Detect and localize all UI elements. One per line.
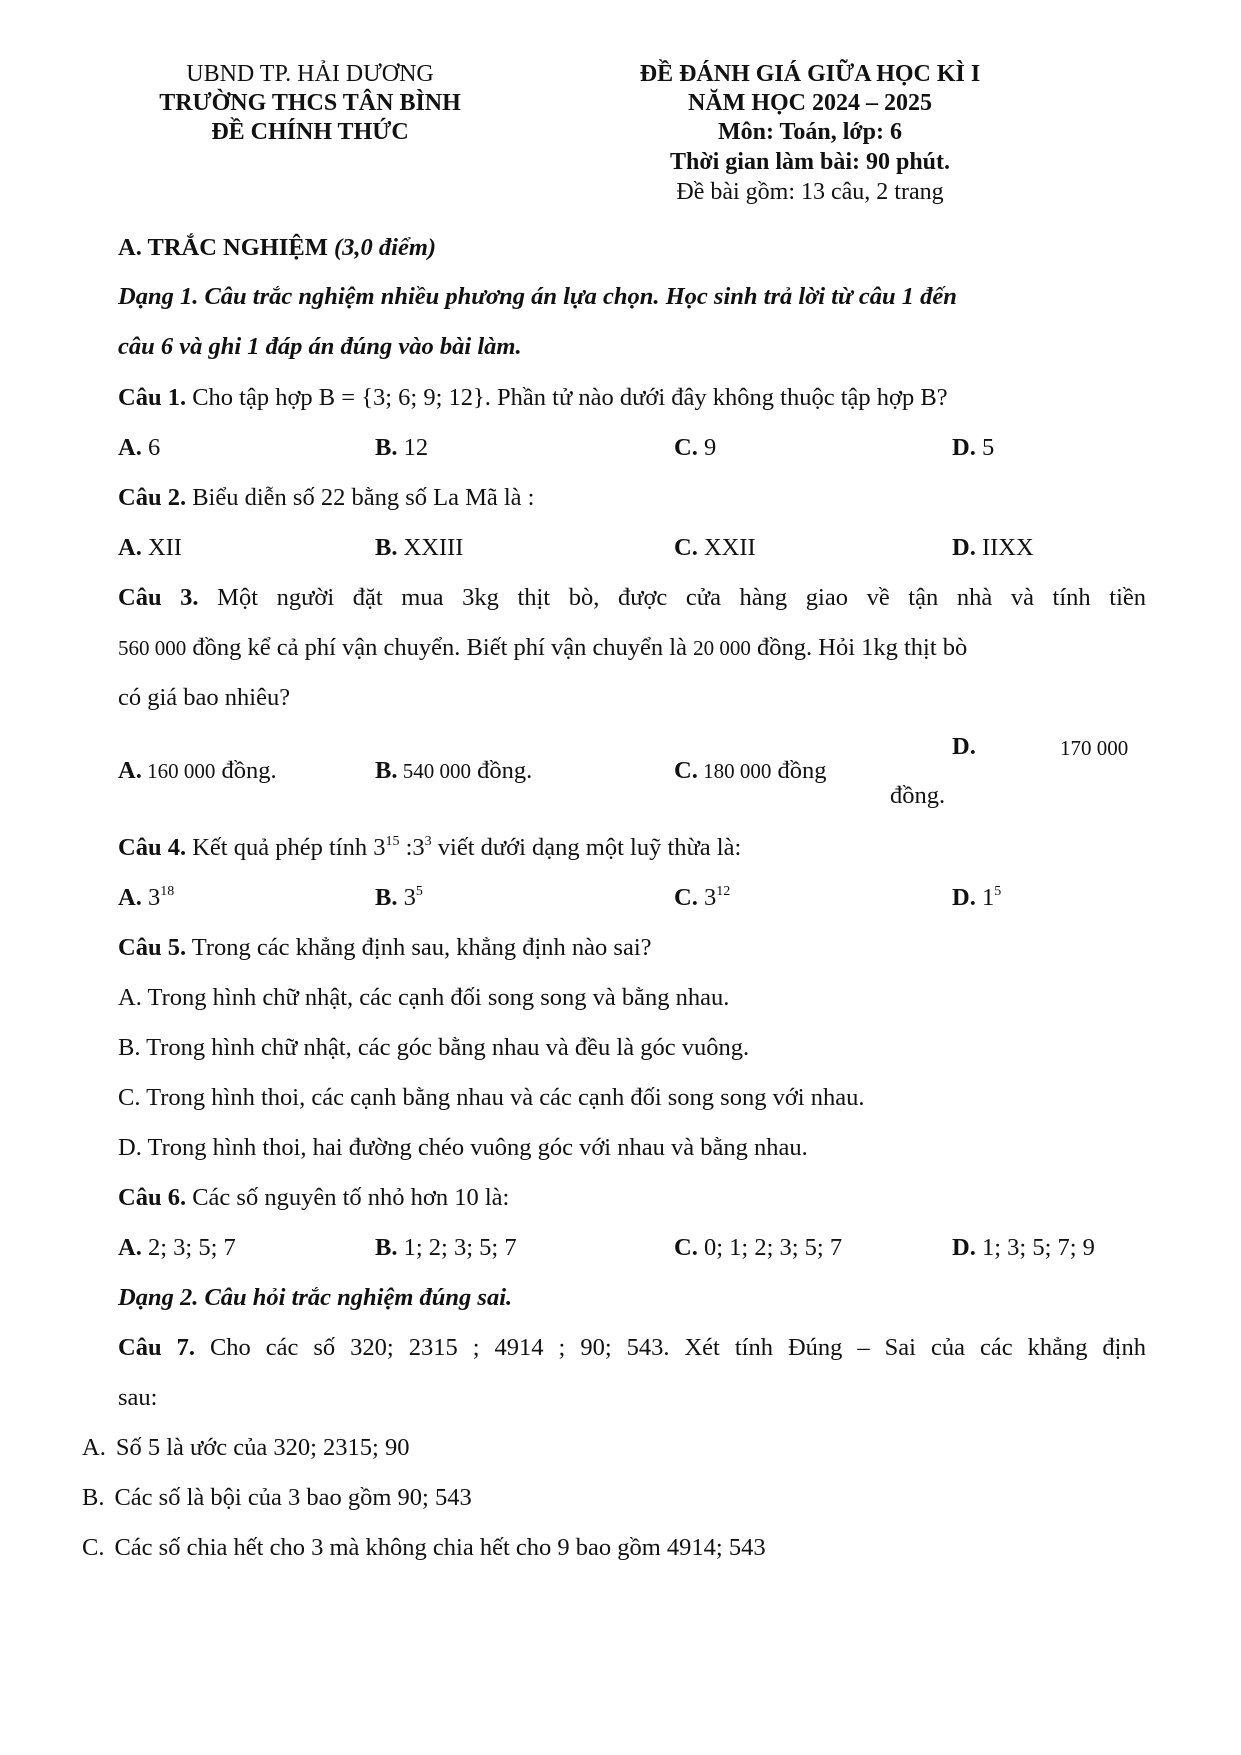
q3-option-d-num: 170 000 bbox=[1060, 736, 1129, 760]
question-6 bbox=[118, 1184, 509, 1212]
q4-base1: 3 bbox=[373, 834, 386, 861]
q6-d-text: 1; 3; 5; 7; 9 bbox=[975, 1234, 1095, 1261]
q7-b-letter: B. bbox=[82, 1484, 105, 1511]
q3-option-b bbox=[375, 757, 532, 785]
q2-option-d bbox=[952, 534, 1034, 562]
q7-b-text: Các số là bội của 3 bao gồm 90; 543 bbox=[114, 1484, 472, 1511]
q7-c-text: Các số chia hết cho 3 mà không chia hết cho 9 bao gồm 4914; 543 bbox=[114, 1534, 766, 1561]
question-7-line2: sau: bbox=[118, 1384, 158, 1411]
q2-b-text: XXIII bbox=[397, 534, 464, 561]
q4-option-a bbox=[118, 884, 174, 912]
q4-label: Câu 4. bbox=[118, 834, 187, 861]
subject: Môn: Toán, lớp: 6 bbox=[717, 119, 902, 145]
q5-option-a: A. Trong hình chữ nhật, các cạnh đối song song và bằng nhau. bbox=[118, 984, 730, 1011]
q4-b-base: 3 bbox=[397, 884, 416, 911]
q5-option-c: C. Trong hình thoi, các cạnh bằng nhau và các cạnh đối song song với nhau. bbox=[118, 1084, 865, 1111]
q4-c-base: 3 bbox=[697, 884, 717, 911]
q2-d-letter: D. bbox=[952, 534, 976, 561]
q4-d-base: 1 bbox=[975, 884, 995, 911]
duration: Thời gian làm bài: 90 phút. bbox=[669, 149, 951, 175]
q4-base2: 3 bbox=[412, 834, 425, 861]
q2-option-b bbox=[375, 534, 463, 562]
q2-c-letter: C. bbox=[674, 534, 698, 561]
q6-c-text: 0; 1; 2; 3; 5; 7 bbox=[697, 1234, 843, 1261]
section-a-label: A. TRẮC NGHIỆM bbox=[118, 234, 328, 261]
q2-text: Biểu diễn số 22 bằng số La Mã là : bbox=[186, 484, 535, 511]
q1-option-a bbox=[118, 434, 160, 462]
q4-b-letter: B. bbox=[375, 884, 398, 911]
q1-text: Cho tập hợp B = {3; 6; 9; 12}. Phần tử nào dưới đây không thuộc tập hợp B? bbox=[186, 384, 948, 411]
q4-d-exp: 5 bbox=[994, 884, 1002, 899]
q3-text-1: Một người đặt mua 3kg thịt bò, được cửa hàng giao về tận nhà và tính tiền bbox=[198, 584, 1147, 611]
q6-option-d bbox=[952, 1234, 1095, 1262]
q4-option-d bbox=[952, 884, 1001, 912]
q1-a-text: 6 bbox=[141, 434, 161, 461]
section-a-points: (3,0 điểm) bbox=[333, 234, 437, 261]
q2-a-letter: A. bbox=[118, 534, 142, 561]
q7-a-text: Số 5 là ước của 320; 2315; 90 bbox=[115, 1434, 410, 1461]
q6-a-text: 2; 3; 5; 7 bbox=[141, 1234, 236, 1261]
q3-d-letter: D. bbox=[952, 733, 976, 760]
q1-label: Câu 1. bbox=[118, 384, 187, 411]
q7-statement-a bbox=[82, 1434, 409, 1462]
q1-a-letter: A. bbox=[118, 434, 142, 461]
question-3-line2 bbox=[118, 634, 967, 662]
question-3-line1 bbox=[118, 584, 1146, 612]
q2-option-a bbox=[118, 534, 182, 562]
q1-c-text: 9 bbox=[697, 434, 717, 461]
q6-option-c bbox=[674, 1234, 842, 1262]
q5-text: Trong các khẳng định sau, khẳng định nào sai? bbox=[186, 934, 652, 961]
q7-a-letter: A. bbox=[82, 1434, 106, 1461]
exam-title: ĐỀ ĐÁNH GIÁ GIỮA HỌC KÌ I bbox=[639, 61, 981, 87]
q6-b-letter: B. bbox=[375, 1234, 398, 1261]
question-2 bbox=[118, 484, 534, 512]
q6-option-a bbox=[118, 1234, 236, 1262]
q4-exp1: 15 bbox=[385, 834, 400, 849]
q6-a-letter: A. bbox=[118, 1234, 142, 1261]
q4-c-letter: C. bbox=[674, 884, 698, 911]
q4-exp2: 3 bbox=[424, 834, 432, 849]
q1-c-letter: C. bbox=[674, 434, 698, 461]
q3-option-d-unit: đồng. bbox=[890, 782, 946, 809]
q5-option-d: D. Trong hình thoi, hai đường chéo vuông góc với nhau và bằng nhau. bbox=[118, 1134, 808, 1161]
section-a-title bbox=[118, 234, 436, 262]
q4-a-base: 3 bbox=[141, 884, 161, 911]
q3-c-unit: đồng bbox=[771, 757, 827, 784]
q3-a-num: 160 000 bbox=[141, 759, 216, 783]
header-authority: UBND TP. HẢI DƯƠNG bbox=[186, 61, 434, 87]
dang1-text-1: Dạng 1. Câu trắc nghiệm nhiều phương án lựa chọn. Học sinh trả lời từ câu 1 đến bbox=[118, 283, 957, 310]
q7-statement-c bbox=[82, 1534, 766, 1562]
q1-d-letter: D. bbox=[952, 434, 976, 461]
q1-option-b bbox=[375, 434, 428, 462]
dang1-line1 bbox=[118, 283, 957, 311]
q4-sep: : bbox=[399, 834, 413, 861]
q5-label: Câu 5. bbox=[118, 934, 187, 961]
q3-option-a bbox=[118, 757, 277, 785]
q3-text-3: đồng. Hỏi 1kg thịt bò bbox=[750, 634, 968, 661]
q2-label: Câu 2. bbox=[118, 484, 187, 511]
q6-b-text: 1; 2; 3; 5; 7 bbox=[397, 1234, 517, 1261]
header-official: ĐỀ CHÍNH THỨC bbox=[211, 119, 409, 145]
q6-text: Các số nguyên tố nhỏ hơn 10 là: bbox=[186, 1184, 510, 1211]
q3-option-c bbox=[674, 757, 826, 785]
q2-a-text: XII bbox=[141, 534, 182, 561]
q4-b-exp: 5 bbox=[415, 884, 423, 899]
q3-b-num: 540 000 bbox=[397, 759, 471, 783]
q3-text-2: đồng kể cả phí vận chuyển. Biết phí vận chuyển là bbox=[186, 634, 694, 661]
q2-d-text: IIXX bbox=[975, 534, 1034, 561]
q1-b-letter: B. bbox=[375, 434, 398, 461]
q3-text-4: có giá bao nhiêu? bbox=[118, 684, 291, 711]
q7-text-1: Cho các số 320; 2315 ; 4914 ; 90; 543. Xét tính Đúng – Sai của các khẳng định bbox=[194, 1334, 1146, 1361]
q7-statement-b bbox=[82, 1484, 472, 1512]
q3-total-price: 560 000 bbox=[118, 636, 187, 660]
q2-c-text: XXII bbox=[697, 534, 756, 561]
question-5 bbox=[118, 934, 652, 962]
q4-a-letter: A. bbox=[118, 884, 142, 911]
question-3-line3 bbox=[118, 684, 290, 712]
q3-c-num: 180 000 bbox=[697, 759, 772, 783]
page-info: Đề bài gồm: 13 câu, 2 trang bbox=[676, 179, 944, 205]
q1-d-text: 5 bbox=[975, 434, 995, 461]
q6-label: Câu 6. bbox=[118, 1184, 187, 1211]
header-school: TRƯỜNG THCS TÂN BÌNH bbox=[159, 90, 461, 116]
question-4 bbox=[118, 834, 741, 862]
q3-b-letter: B. bbox=[375, 757, 398, 784]
q3-b-unit: đồng. bbox=[470, 757, 533, 784]
q4-d-letter: D. bbox=[952, 884, 976, 911]
q4-text-a: Kết quả phép tính bbox=[186, 834, 374, 861]
q2-b-letter: B. bbox=[375, 534, 398, 561]
school-year: NĂM HỌC 2024 – 2025 bbox=[688, 90, 932, 116]
q4-c-exp: 12 bbox=[716, 884, 731, 899]
q7-label: Câu 7. bbox=[118, 1334, 195, 1361]
question-1 bbox=[118, 384, 948, 412]
header-left bbox=[140, 60, 480, 147]
dang2-text: Dạng 2. Câu hỏi trắc nghiệm đúng sai. bbox=[118, 1284, 513, 1311]
q4-a-exp: 18 bbox=[160, 884, 175, 899]
q1-b-text: 12 bbox=[397, 434, 429, 461]
q3-option-d-letter bbox=[952, 733, 976, 761]
q3-label: Câu 3. bbox=[118, 584, 199, 611]
q4-option-c bbox=[674, 884, 730, 912]
question-7-line1 bbox=[118, 1334, 1146, 1362]
q3-shipping-fee: 20 000 bbox=[693, 636, 751, 660]
q3-a-letter: A. bbox=[118, 757, 142, 784]
q3-c-letter: C. bbox=[674, 757, 698, 784]
q2-option-c bbox=[674, 534, 756, 562]
q1-option-c bbox=[674, 434, 716, 462]
q6-c-letter: C. bbox=[674, 1234, 698, 1261]
dang1-text-2: câu 6 và ghi 1 đáp án đúng vào bài làm. bbox=[118, 333, 522, 360]
q4-option-b bbox=[375, 884, 423, 912]
q5-option-b: B. Trong hình chữ nhật, các góc bằng nhau và đều là góc vuông. bbox=[118, 1034, 750, 1061]
q6-d-letter: D. bbox=[952, 1234, 976, 1261]
q1-option-d bbox=[952, 434, 994, 462]
header-right bbox=[575, 60, 1045, 207]
q3-a-unit: đồng. bbox=[215, 757, 277, 784]
q7-c-letter: C. bbox=[82, 1534, 105, 1561]
q6-option-b bbox=[375, 1234, 517, 1262]
dang2-heading bbox=[118, 1284, 512, 1312]
dang1-line2 bbox=[118, 333, 522, 361]
q4-text-b: viết dưới dạng một luỹ thừa là: bbox=[431, 834, 742, 861]
